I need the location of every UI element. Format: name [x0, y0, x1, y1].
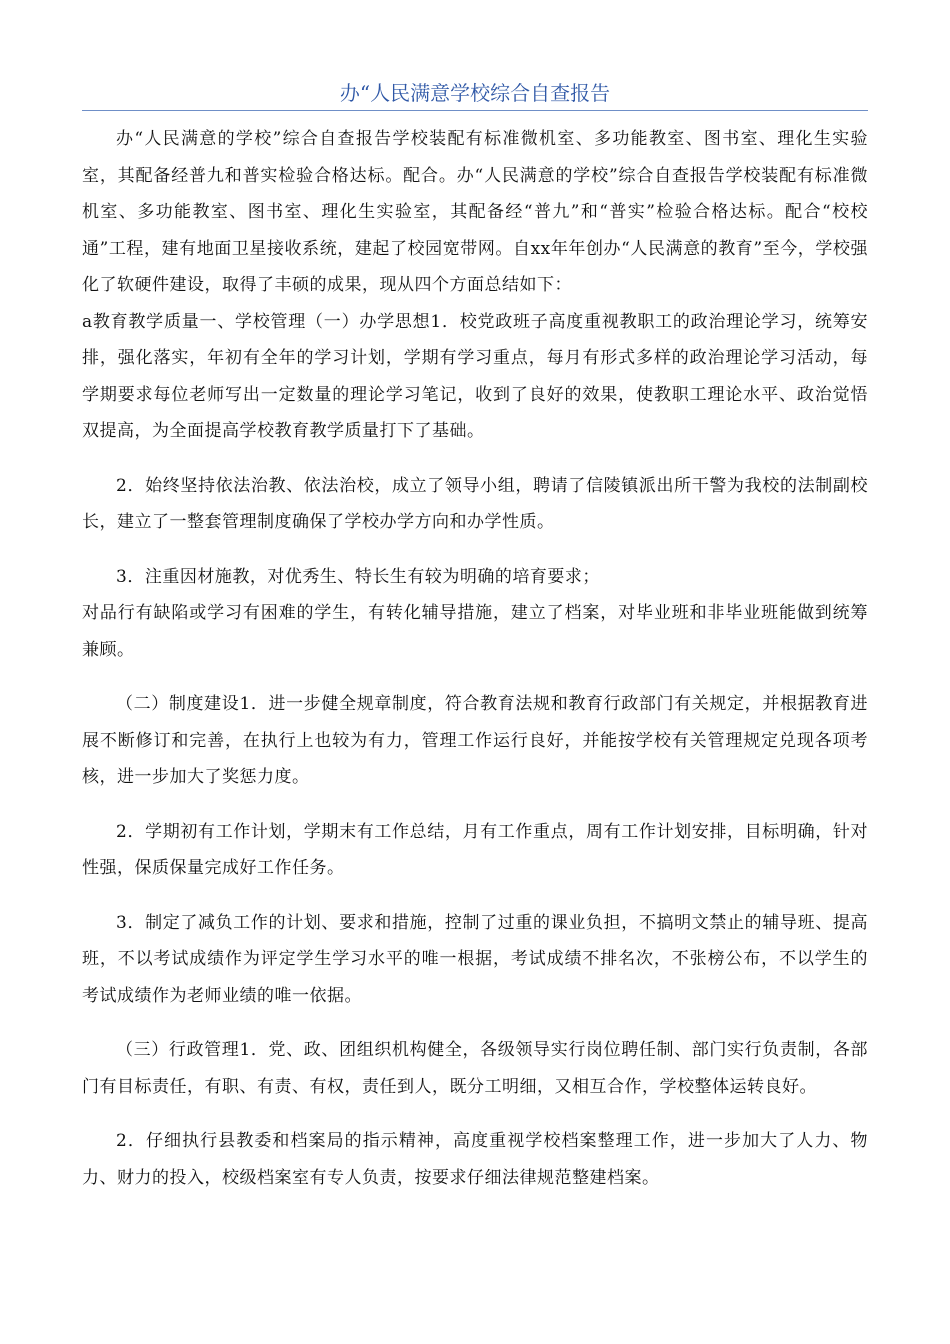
paragraph-administration: （三）行政管理1．党、政、团组织机构健全，各级领导实行岗位聘任制、部门实行负责制，各部门有目标责任，有职、有责、有权，责任到人，既分工明细，又相互合作，学校整体运转良好。	[82, 1040, 868, 1097]
document-title: 办“人民满意学校综合自查报告	[82, 76, 868, 111]
paragraph-work-plan: 2．学期初有工作计划，学期末有工作总结，月有工作重点，周有工作计划安排，目标明确，针对性强，保质保量完成好工作任务。	[82, 821, 868, 878]
paragraph-teaching-students: 3．注重因材施教，对优秀生、特长生有较为明确的培育要求；	[116, 566, 600, 587]
document-body	[82, 121, 868, 1196]
paragraph-struggling-students: 对品行有缺陷或学习有困难的学生，有转化辅导措施，建立了档案，对毕业班和非毕业班能做到统筹兼顾。	[82, 603, 868, 660]
paragraph-burden-reduction: 3．制定了减负工作的计划、要求和措施，控制了过重的课业负担，不搞明文禁止的辅导班、提高班，不以考试成绩作为评定学生学习水平的唯一根据，考试成绩不排名次，不张榜公布，不以学生的考试成绩作为老师业绩的唯一依据。	[82, 912, 868, 1006]
paragraph-archives: 2．仔细执行县教委和档案局的指示精神，高度重视学校档案整理工作，进一步加大了人力、物力、财力的投入，校级档案室有专人负责，按要求仔细法律规范整建档案。	[82, 1131, 868, 1188]
paragraph-school-management: a教育教学质量一、学校管理（一）办学思想1．校党政班子高度重视教职工的政治理论学习，统筹安排，强化落实，年初有全年的学习计划，学期有学习重点，每月有形式多样的政治理论学习活动，每学期要求每位老师写出一定数量的理论学习笔记，收到了良好的效果，使教职工理论水平、政治觉悟双提高，为全面提高学校教育教学质量打下了基础。	[82, 311, 868, 441]
paragraph-system-construction: （二）制度建设1．进一步健全规章制度，符合教育法规和教育行政部门有关规定，并根据教育进展不断修订和完善，在执行上也较为有力，管理工作运行良好，并能按学校有关管理规定兑现各项考核，进一步加大了奖惩力度。	[82, 694, 868, 787]
paragraph-intro: 办“人民满意的学校”综合自查报告学校装配有标准微机室、多功能教室、图书室、理化生实验室，其配备经普九和普实检验合格达标。配合。办“人民满意的学校”综合自查报告学校装配有标准微机室、多功能教室、图书室、理化生实验室，其配备经“普九”和“普实”检验合格达标。配合“校校通”工程，建有地面卫星接收系统，建起了校园宽带网。自xx年年创办“人民满意的教育”至今，学校强化了软硬件建设，取得了丰硕的成果，现从四个方面总结如下：	[82, 129, 868, 295]
paragraph-rule-of-law: 2．始终坚持依法治教、依法治校，成立了领导小组，聘请了信陵镇派出所干警为我校的法制副校长，建立了一整套管理制度确保了学校办学方向和办学性质。	[82, 475, 868, 532]
